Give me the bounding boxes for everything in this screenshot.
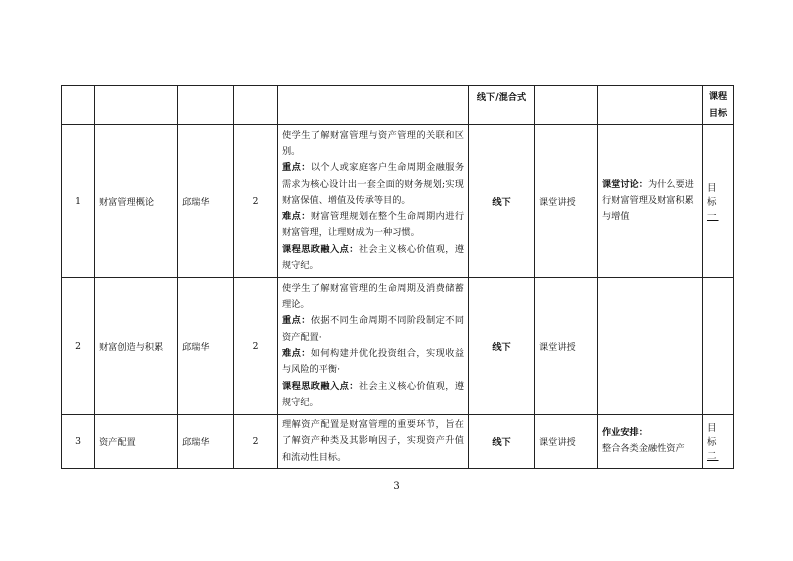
table-row	[62, 278, 734, 415]
hours-value: 2	[252, 340, 259, 352]
goal-line1: 目标	[707, 183, 726, 208]
activity-text	[602, 177, 698, 226]
activity-content: 为什么要进行财富管理及财富积累与增值	[602, 178, 694, 223]
row-goal	[703, 278, 734, 415]
hours-value: 2	[252, 195, 259, 207]
row-method: 课堂讲授	[535, 125, 598, 278]
row-goal	[703, 415, 734, 469]
row-content	[278, 415, 469, 469]
content-intro: 使学生了解财富管理与资产管理的关联和区别。	[282, 129, 464, 157]
header-row	[62, 86, 734, 125]
header-goal-line2: 目标	[708, 108, 728, 119]
key-point-text: 依据不同生命周期不同阶段制定不同资产配置·	[282, 315, 465, 343]
header-cell-num	[62, 86, 95, 125]
row-number: 2	[62, 278, 95, 415]
row-hours	[234, 125, 278, 278]
syllabus-table	[61, 85, 734, 469]
row-activity	[598, 125, 703, 278]
row-topic: 财富创造与积累	[95, 278, 178, 415]
activity-content: 整合各类金融性资产	[602, 443, 685, 455]
content-key-point	[282, 160, 464, 209]
ideology-text: 社会主义核心价值观，遵规守纪。	[282, 380, 465, 408]
header-cell-goal	[703, 86, 734, 125]
goal-line2: 二	[707, 451, 719, 463]
header-cell-topic	[95, 86, 178, 125]
key-point-label: 重点：	[282, 315, 311, 327]
ideology-text: 社会主义核心价值观，遵规守纪。	[282, 243, 465, 272]
difficulty-label: 难点：	[282, 348, 311, 359]
content-ideology	[282, 379, 464, 412]
row-topic: 财富管理概论	[95, 125, 178, 278]
key-point-label: 重点：	[282, 162, 311, 174]
ideology-label: 课程思政融入点：	[282, 380, 359, 392]
hours-value: 2	[252, 435, 259, 447]
row-teacher	[178, 415, 234, 469]
row-content	[278, 125, 469, 278]
table-row	[62, 415, 734, 469]
content-difficulty	[282, 346, 464, 379]
content-difficulty	[282, 209, 464, 242]
header-cell-content	[278, 86, 469, 125]
table-row	[62, 125, 734, 278]
ideology-label: 课程思政融入点：	[282, 243, 359, 255]
row-topic: 资产配置	[95, 415, 178, 469]
key-point-text: 以个人或家庭客户生命周期金融服务需求为核心设计出一套全面的财务规划;实现财富保值、增值及传承等目的。	[282, 162, 465, 206]
content-ideology	[282, 242, 464, 275]
row-content	[278, 278, 469, 415]
row-teacher	[178, 125, 234, 278]
header-cell-method	[535, 86, 598, 125]
activity-label: 课堂讨论：	[602, 178, 648, 190]
header-cell-activity	[598, 86, 703, 125]
content-key-point	[282, 313, 464, 346]
row-teacher	[178, 278, 234, 415]
goal-line2: 一	[707, 211, 719, 222]
row-activity	[598, 278, 703, 415]
teacher-name: 邱瑞华	[182, 437, 210, 449]
row-hours	[234, 415, 278, 469]
row-number: 1	[62, 125, 95, 278]
teacher-name: 邱瑞华	[182, 197, 210, 208]
goal-line1: 目标	[707, 423, 726, 449]
activity-label-line	[602, 425, 698, 441]
difficulty-text: 财富管理规划在整个生命周期内进行财富管理，让理财成为一种习惯。	[282, 211, 465, 239]
header-cell-hours	[234, 86, 278, 125]
activity-label: 作业安排：	[602, 427, 648, 439]
row-mode: 线下	[469, 415, 535, 469]
header-goal-line1: 课程	[708, 91, 728, 102]
row-method: 课堂讲授	[535, 278, 598, 415]
header-cell-teacher	[178, 86, 234, 125]
row-mode: 线下	[469, 125, 535, 278]
difficulty-text: 如何构建并优化投资组合，实现收益与风险的平衡·	[282, 348, 465, 376]
header-cell-mode	[469, 86, 535, 125]
teacher-name: 邱瑞华	[182, 342, 210, 353]
row-goal	[703, 125, 734, 278]
row-hours	[234, 278, 278, 415]
page-number: 3	[393, 481, 400, 492]
content-intro: 使学生了解财富管理的生命周期及消费储蓄理论。	[282, 282, 464, 311]
row-method: 课堂讲授	[535, 415, 598, 469]
difficulty-label: 难点：	[282, 211, 311, 223]
row-number: 3	[62, 415, 95, 469]
header-mode-label: 线下/混合式	[476, 92, 527, 103]
content-intro: 理解资产配置是财富管理的重要环节，旨在了解资产种类及其影响因子，实现资产升值和流动性目标。	[282, 419, 464, 463]
row-mode: 线下	[469, 278, 535, 415]
row-activity	[598, 415, 703, 469]
